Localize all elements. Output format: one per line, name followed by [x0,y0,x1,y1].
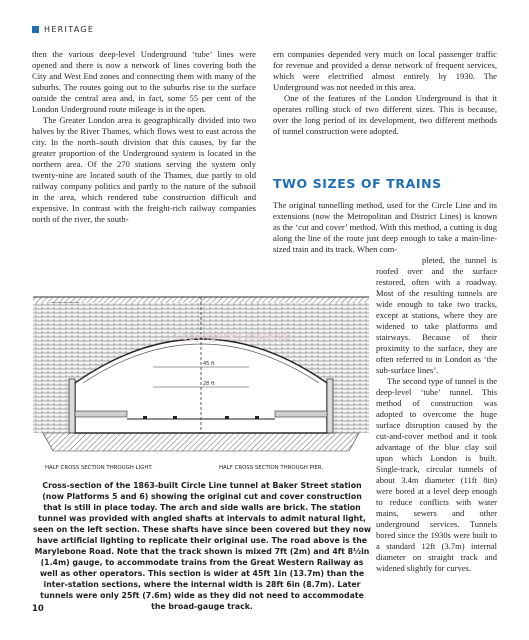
page-number: 10 [32,604,44,614]
platform-right [275,411,327,417]
right-column-text [273,49,497,137]
right-narrow-text [376,255,497,574]
right-paragraph-1: ern companies depended very much on local passenger traffic for revenue and provided a dense network of frequent services, which were electrified almost entirely by 1930. The Underground was not needed in this area. [273,49,497,92]
section-tag [32,23,94,35]
tunnel-cross-section-figure [33,283,369,475]
section-label: HERITAGE [44,24,95,34]
right-paragraph-3-end: pleted, the tunnel is roofed over and the surface restored, often with a roadway. Most of the resulting tunnels are wide enough to take two tracks, except at stations, where they are widened to take platforms and stairways. Because of their proximity to the surface, they are often referred to in London as ‘the sub-surface lines’. [376,255,497,375]
figure-label-left: HALF CROSS SECTION THROUGH LIGHT. [45,465,153,471]
left-paragraph-2: The Greater London area is geographically divided into two halves by the River Thames, which flows west to east across the city. In the north–south division that this causes, by far the greater proportion of the Underground system is located in the northern area. Of the 270 stations serving the system only twenty-nine are located south of the Thames, due partly to old railway company politics and partly to the nature of the subsoil in the area, which rendered tube construction difficult and expensive. In contrast with the freight-rich railway companies north of the river, the south- [32,115,256,224]
figure-caption: Cross-section of the 1863-built Circle Line tunnel at Baker Street station (now Platforms 5 and 6) showing the original cut and cover construction that is still in place today. The arch and side walls are brick. The station tunnel was provided with angled shafts at intervals to admit natural light, seen on the left section. These shafts have since been covered but they now have artificial lighting to replicate their original use. The road above is the Marylebone Road. Note that the track shown is mixed 7ft (2m) and 4ft 8½in (1.4m) gauge, to accommodate trains from the Great Western Railway as well as other operators. This section is wider at 45ft 1in (13.7m) than the inter-station sections, where the internal width is 28ft 6in (8.7m). Later tunnels were only 25ft (7.6m) wide as they did not need to accommodate the broad-gauge track. [32,481,372,611]
right-paragraph-2: One of the features of the London Underground is that it operates rolling stock of two different sizes. This is because, over the long period of its development, two different methods of tunnel construction were adopted. [273,93,497,136]
right-paragraph-4: The second type of tunnel is the deep-level ‘tube’ tunnel. This method of construction was adopted to overcome the huge surface disruption caused by the cut-and-cover method and it took advantage of the blue clay soil upon which London is built. Single-track, circular tunnels of about 3.4m diameter (11ft 8in) were bored at a level deep enough to reduce conflicts with water mains, sewers and other underground services. Tunnels bored since the 1930s were built to a standard 12ft (3.7m) internal diameter on straight track and widened slightly for curves. [376,376,497,573]
watermark: Copyrighted material [174,330,291,343]
dimension-upper: 45 ft [203,361,215,367]
right-paragraph-3-start: The original tunnelling method, used for the Circle Line and its extensions (now the Metropolitan and District Lines) is known as the ‘cut and cover’ method. With this method, a cutting is dug along the line of the route just deep enough to take a main-line-sized train and its track. When com- [273,200,497,254]
dimension-lower: 28 ft [203,381,215,387]
foundation [43,433,359,451]
figure-label-right: HALF CROSS SECTION THROUGH PIER. [219,465,324,471]
left-column-text [32,49,256,225]
left-paragraph-1: then the various deep-level Underground ‘tube’ lines were opened and there is now a network of lines covering both the City and West End zones and connecting them with many of the suburbs. The routes going out to the suburbs rise to the surface outside the central area and, in fact, some 55 per cent of the London Underground route mileage is in the open. [32,49,256,114]
section-square-icon [32,26,39,33]
section-heading: TWO SIZES OF TRAINS [273,176,442,191]
tunnel-cross-section-drawing [33,283,369,475]
platform-left [75,411,127,417]
